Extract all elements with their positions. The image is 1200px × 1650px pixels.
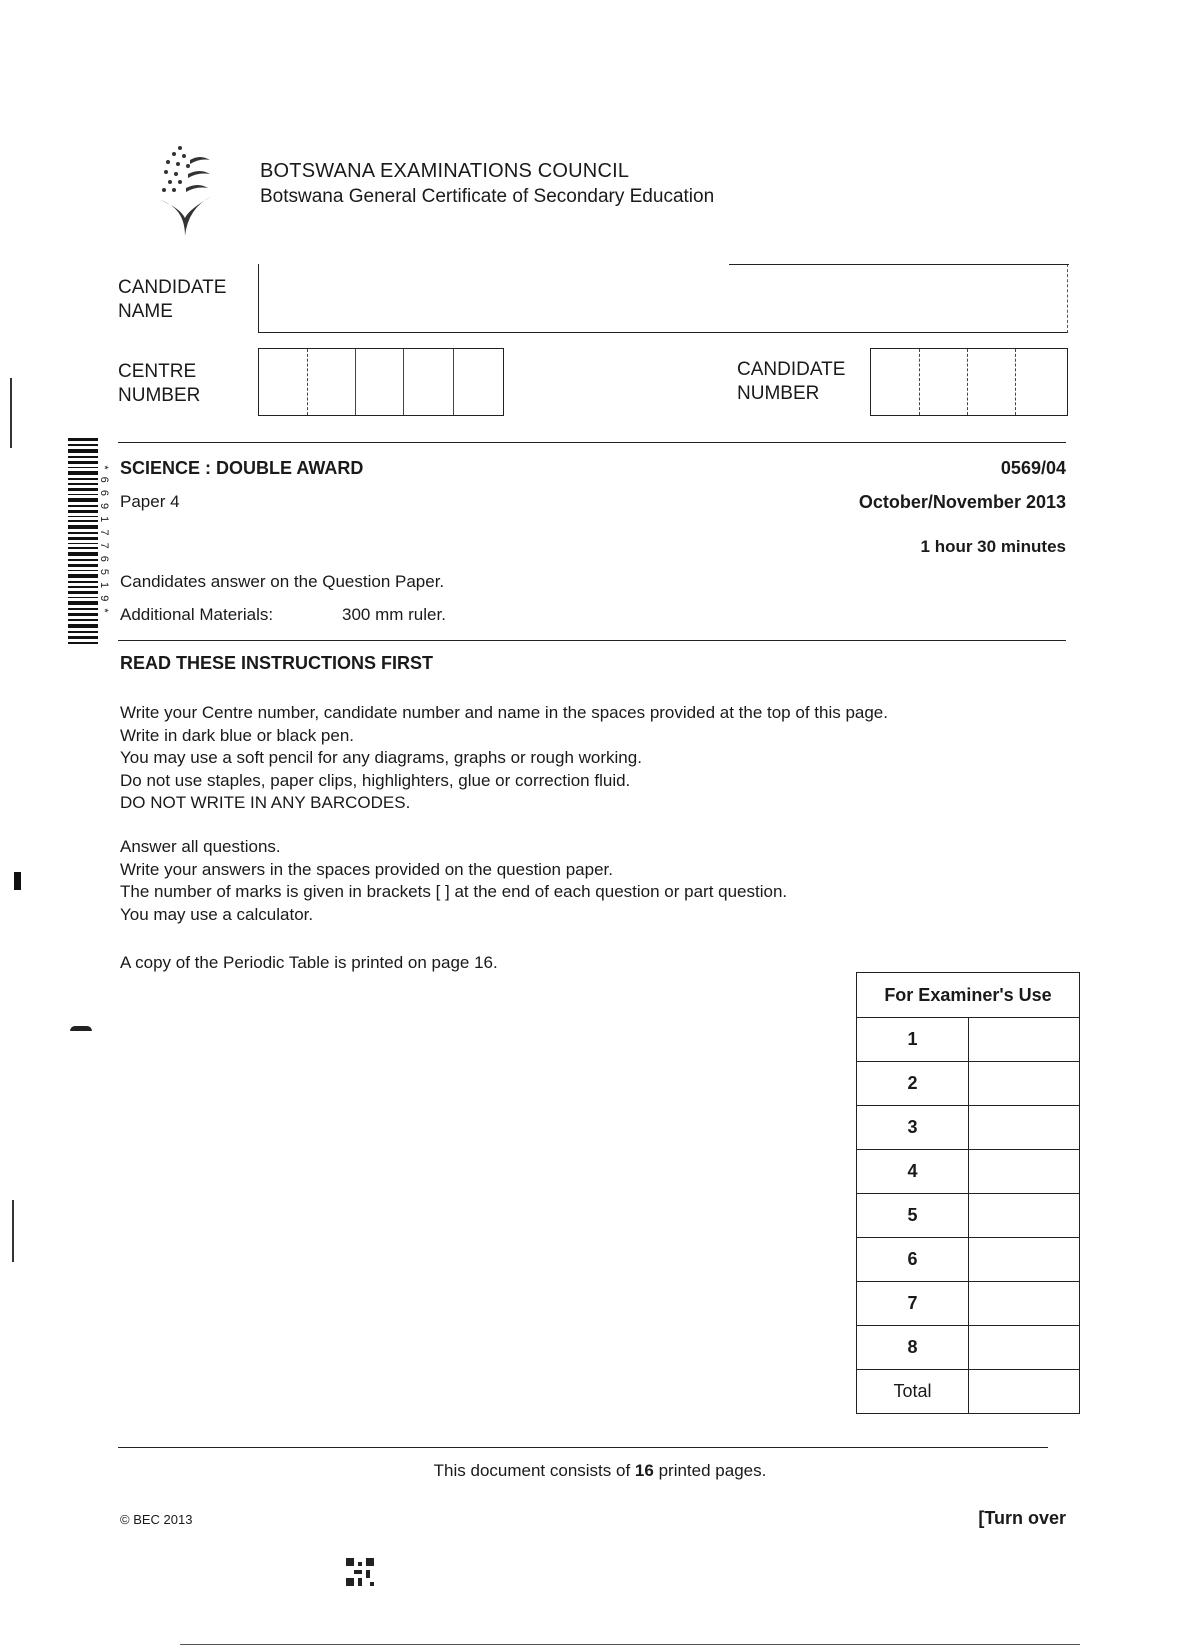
candidate-name-label: CANDIDATE NAME [118, 277, 227, 322]
barcode [62, 434, 110, 654]
mark-cell[interactable] [969, 1106, 1080, 1150]
instruction-line: Write in dark blue or black pen. [120, 725, 355, 745]
instruction-line: You may use a soft pencil for any diagrams, graphs or rough working. [120, 748, 642, 767]
total-label: Total [857, 1370, 969, 1414]
instruction-line: You may use a calculator. [120, 904, 314, 924]
centre-number-field[interactable] [258, 348, 504, 416]
centre-number-label: CENTRE NUMBER [118, 361, 201, 406]
examiner-use-heading: For Examiner's Use [857, 973, 1080, 1018]
periodic-table-note: A copy of the Periodic Table is printed on page 16. [120, 953, 498, 972]
mark-cell[interactable] [969, 1018, 1080, 1062]
question-number: 5 [857, 1194, 969, 1238]
mark-cell[interactable] [969, 1326, 1080, 1370]
scan-mark [14, 872, 21, 890]
exam-session: October/November 2013 [858, 492, 1066, 512]
subject: SCIENCE : DOUBLE AWARD [120, 458, 364, 478]
question-number: 6 [857, 1238, 969, 1282]
answer-on-note: Candidates answer on the Question Paper. [120, 572, 445, 591]
instruction-line: Do not use staples, paper clips, highlighters, glue or correction fluid. [120, 770, 631, 790]
qr-code-icon [346, 1558, 374, 1586]
instructions-block-1 [120, 702, 888, 815]
question-number: 2 [857, 1062, 969, 1106]
turn-over: [Turn over [978, 1508, 1066, 1528]
instructions-heading: READ THESE INSTRUCTIONS FIRST [120, 653, 434, 673]
page-count-note: This document consists of 16 printed pages. [433, 1461, 767, 1480]
barcode-bars [62, 434, 102, 654]
bec-logo [150, 138, 220, 238]
scan-mark [180, 1644, 1080, 1645]
total-mark-cell[interactable] [969, 1370, 1080, 1414]
instruction-line: DO NOT WRITE IN ANY BARCODES. [120, 793, 411, 812]
scan-mark [12, 1200, 14, 1262]
barcode-text: * 6 6 9 1 7 7 6 5 1 9 * [98, 465, 110, 615]
instruction-line: Write your Centre number, candidate number and name in the spaces provided at the top of this page. [120, 703, 888, 722]
copyright: © BEC 2013 [120, 1512, 193, 1527]
question-number: 8 [857, 1326, 969, 1370]
exam-duration: 1 hour 30 minutes [920, 537, 1066, 556]
question-number: 7 [857, 1282, 969, 1326]
candidate-name-field[interactable] [258, 264, 1068, 333]
mark-cell[interactable] [969, 1194, 1080, 1238]
examiner-use-table [856, 972, 1080, 1414]
mark-cell[interactable] [969, 1282, 1080, 1326]
paper-number: Paper 4 [120, 492, 180, 511]
question-number: 4 [857, 1150, 969, 1194]
mark-cell[interactable] [969, 1238, 1080, 1282]
instruction-line: Answer all questions. [120, 837, 281, 856]
additional-materials-label: Additional Materials: [120, 605, 274, 624]
instructions-block-2 [120, 836, 787, 926]
council-name: BOTSWANA EXAMINATIONS COUNCIL [260, 160, 630, 182]
additional-materials-value: 300 mm ruler. [342, 605, 446, 624]
certificate-name: Botswana General Certificate of Secondary Education [260, 186, 715, 207]
candidate-number-label: CANDIDATE NUMBER [737, 359, 846, 404]
instruction-line: Write your answers in the spaces provided on the question paper. [120, 859, 613, 879]
question-number: 1 [857, 1018, 969, 1062]
scan-mark [10, 378, 12, 448]
candidate-number-field[interactable] [870, 348, 1068, 416]
question-number: 3 [857, 1106, 969, 1150]
scan-mark [70, 1026, 92, 1031]
paper-code: 0569/04 [1000, 458, 1066, 478]
mark-cell[interactable] [969, 1062, 1080, 1106]
mark-cell[interactable] [969, 1150, 1080, 1194]
instruction-line: The number of marks is given in brackets [ ] at the end of each question or part question. [120, 882, 788, 901]
